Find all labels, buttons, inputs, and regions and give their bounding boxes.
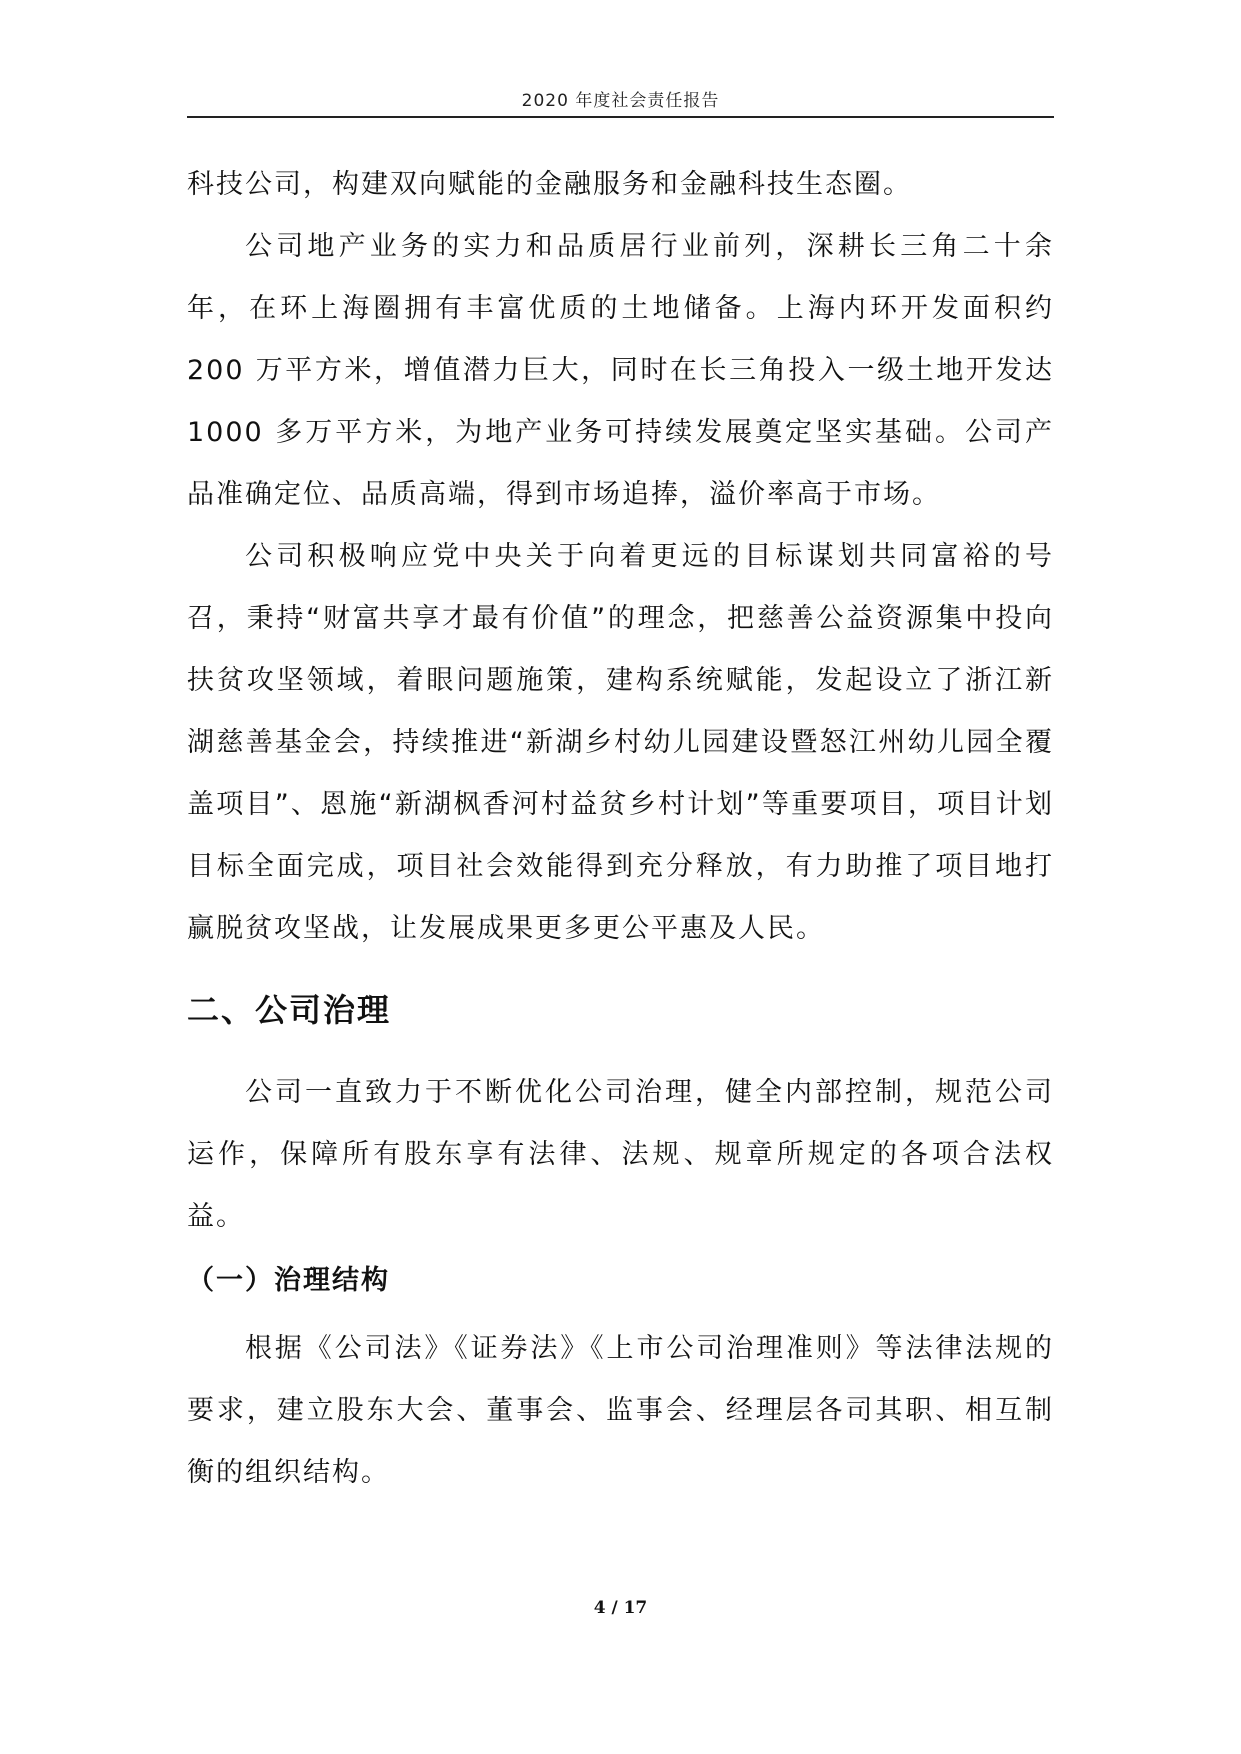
section-heading-corporate-governance: 二、公司治理 (187, 991, 392, 1029)
document-body (187, 154, 1054, 1504)
paragraph-charity: 公司积极响应党中央关于向着更远的目标谋划共同富裕的号召，秉持“财富共享才最有价值”的理念，把慈善公益资源集中投向扶贫攻坚领域，着眼问题施策，建构系统赋能，发起设立了浙江新湖慈善基金会，持续推进“新湖乡村幼儿园建设暨怒江州幼儿园全覆盖项目”、恩施“新湖枫香河村益贫乡村计划”等重要项目，项目计划目标全面完成，项目社会效能得到充分释放，有力助推了项目地打赢脱贫攻坚战，让发展成果更多更公平惠及人民。 (187, 541, 1054, 944)
paragraph-governance-intro: 公司一直致力于不断优化公司治理，健全内部控制，规范公司运作，保障所有股东享有法律、法规、规章所规定的各项合法权益。 (187, 1077, 1054, 1232)
paragraph-governance-structure: 根据《公司法》《证券法》《上市公司治理准则》等法律法规的要求，建立股东大会、董事会、监事会、经理层各司其职、相互制衡的组织结构。 (187, 1333, 1054, 1488)
header-divider (187, 116, 1054, 118)
paragraph-real-estate: 公司地产业务的实力和品质居行业前列，深耕长三角二十余年，在环上海圈拥有丰富优质的土地储备。上海内环开发面积约 200 万平方米，增值潜力巨大，同时在长三角投入一级土地开发达1000 多万平方米，为地产业务可持续发展奠定坚实基础。公司产品准确定位、品质高端，得到市场追捧，溢价率高于市场。 (187, 231, 1054, 510)
page-number: 4 / 17 (593, 1598, 648, 1618)
subsection-heading-governance-structure: （一）治理结构 (187, 1265, 390, 1296)
paragraph-fintech: 科技公司，构建双向赋能的金融服务和金融科技生态圈。 (187, 169, 912, 200)
page-header-title: 2020 年度社会责任报告 (521, 91, 720, 111)
